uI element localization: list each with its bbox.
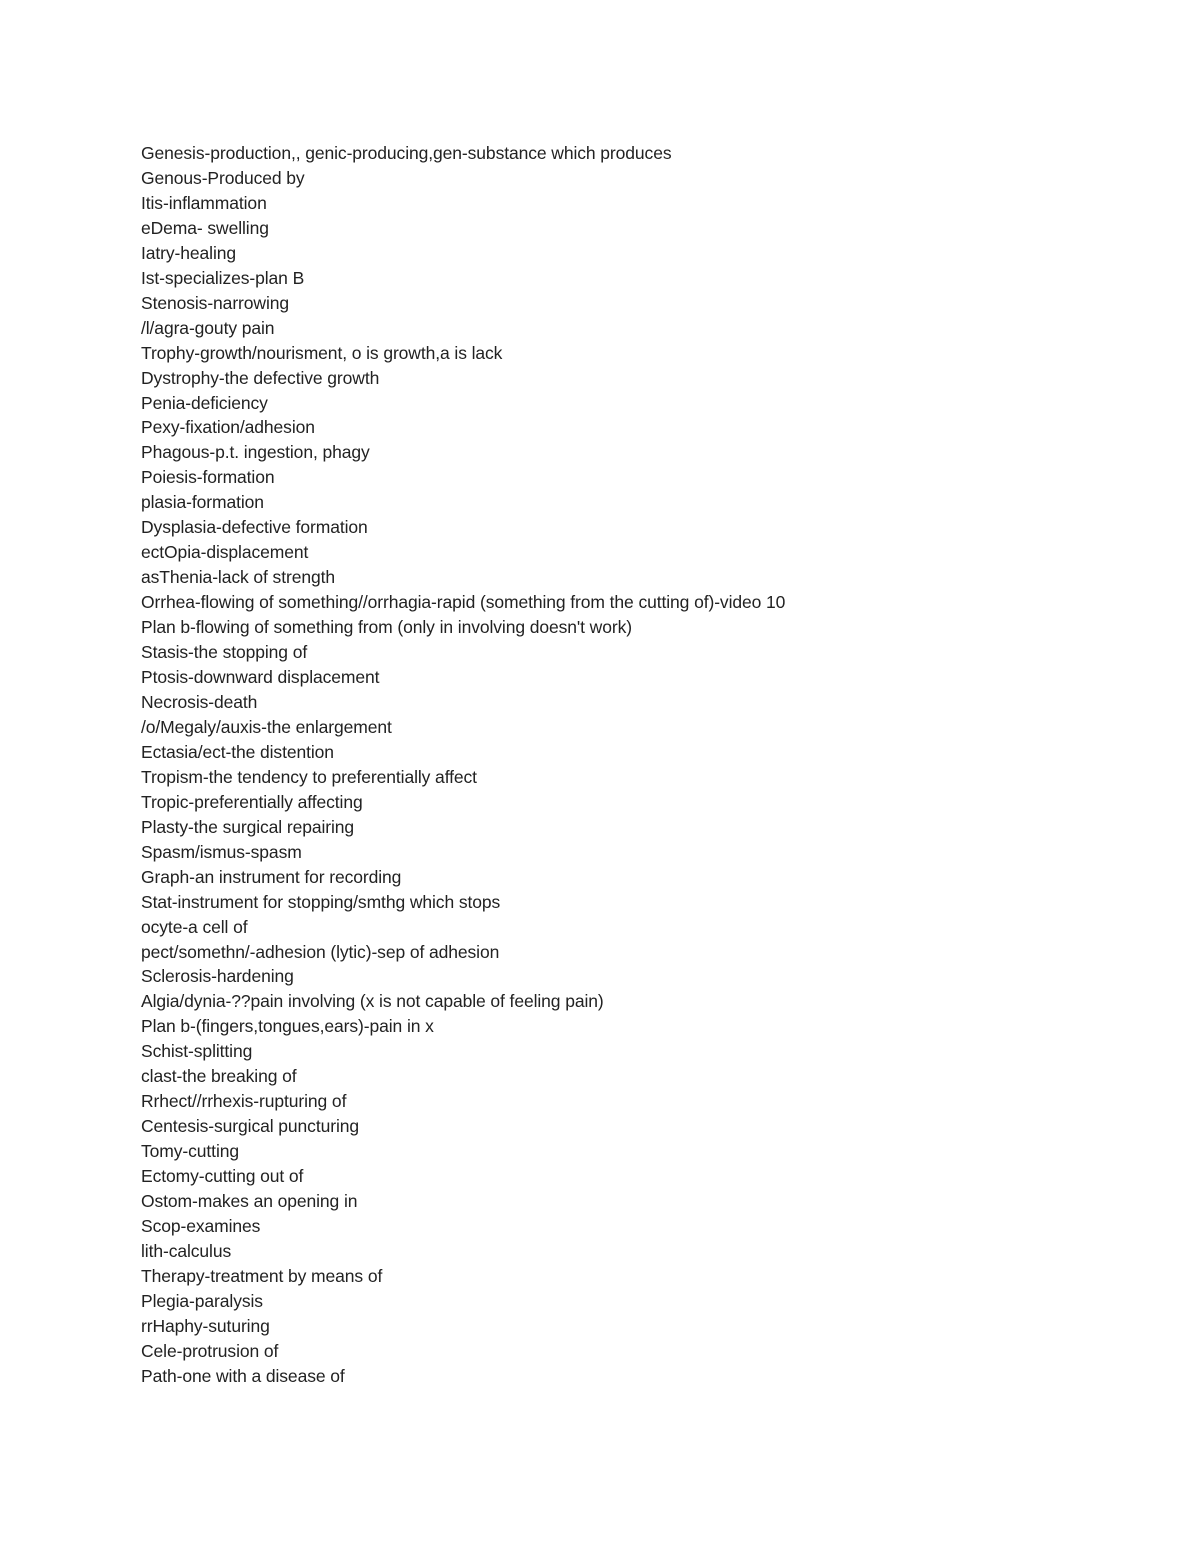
list-item: Plasty-the surgical repairing bbox=[141, 816, 355, 837]
list-item: eDema- swelling bbox=[141, 217, 269, 238]
list-item: Algia/dynia-??pain involving (x is not capable of feeling pain) bbox=[141, 991, 604, 1012]
list-item: Phagous-p.t. ingestion, phagy bbox=[141, 442, 370, 463]
list-item: plasia-formation bbox=[141, 492, 264, 513]
list-item: Dysplasia-defective formation bbox=[141, 517, 368, 538]
list-item: Therapy-treatment by means of bbox=[141, 1265, 383, 1286]
list-item: Penia-deficiency bbox=[141, 392, 268, 413]
list-item: Poiesis-formation bbox=[141, 467, 275, 488]
list-item: Dystrophy-the defective growth bbox=[141, 367, 380, 388]
list-item: Ostom-makes an opening in bbox=[141, 1191, 358, 1212]
list-item: rrHaphy-suturing bbox=[141, 1315, 270, 1336]
list-item: Trophy-growth/nourisment, o is growth,a is lack bbox=[141, 342, 503, 363]
list-item: Necrosis-death bbox=[141, 691, 258, 712]
list-item: Iatry-healing bbox=[141, 242, 237, 263]
list-item: Stenosis-narrowing bbox=[141, 292, 289, 313]
list-item: Rrhect//rrhexis-rupturing of bbox=[141, 1091, 347, 1112]
list-item: lith-calculus bbox=[141, 1240, 232, 1261]
list-item: Pexy-fixation/adhesion bbox=[141, 417, 315, 438]
list-item: Plegia-paralysis bbox=[141, 1290, 263, 1311]
list-item: Genesis-production,, genic-producing,gen-substance which produces bbox=[141, 143, 672, 163]
list-item: asThenia-lack of strength bbox=[141, 567, 335, 588]
list-item: clast-the breaking of bbox=[141, 1066, 297, 1087]
list-item: Itis-inflammation bbox=[141, 192, 267, 213]
list-item: Path-one with a disease of bbox=[141, 1365, 345, 1386]
list-item: Stasis-the stopping of bbox=[141, 642, 308, 663]
list-item: Ectomy-cutting out of bbox=[141, 1166, 304, 1187]
list-item: /l/agra-gouty pain bbox=[141, 317, 275, 338]
list-item: Plan b-flowing of something from (only in involving doesn't work) bbox=[141, 617, 632, 638]
list-item: Plan b-(fingers,tongues,ears)-pain in x bbox=[141, 1016, 434, 1037]
list-item: pect/somethn/-adhesion (lytic)-sep of adhesion bbox=[141, 941, 500, 962]
list-item: Tomy-cutting bbox=[141, 1141, 239, 1162]
list-item: Tropic-preferentially affecting bbox=[141, 791, 363, 812]
list-item: Scop-examines bbox=[141, 1215, 261, 1236]
list-item: Spasm/ismus-spasm bbox=[141, 841, 302, 862]
list-item: Ist-specializes-plan B bbox=[141, 267, 305, 288]
list-item: Ectasia/ect-the distention bbox=[141, 741, 334, 762]
suffix-list bbox=[141, 141, 1141, 1389]
list-item: ectOpia-displacement bbox=[141, 542, 309, 563]
list-item: Sclerosis-hardening bbox=[141, 966, 294, 987]
list-item: /o/Megaly/auxis-the enlargement bbox=[141, 716, 392, 737]
list-item: Ptosis-downward displacement bbox=[141, 667, 380, 688]
list-item: Orrhea-flowing of something//orrhagia-rapid (something from the cutting of)-video 10 bbox=[141, 592, 786, 613]
list-item: Centesis-surgical puncturing bbox=[141, 1116, 360, 1137]
list-item: Stat-instrument for stopping/smthg which stops bbox=[141, 891, 501, 912]
list-item: Graph-an instrument for recording bbox=[141, 866, 402, 887]
list-item: Tropism-the tendency to preferentially affect bbox=[141, 766, 477, 787]
list-item: Cele-protrusion of bbox=[141, 1340, 279, 1361]
list-item: Genous-Produced by bbox=[141, 167, 305, 188]
list-item: Schist-splitting bbox=[141, 1041, 253, 1062]
list-item: ocyte-a cell of bbox=[141, 916, 248, 937]
